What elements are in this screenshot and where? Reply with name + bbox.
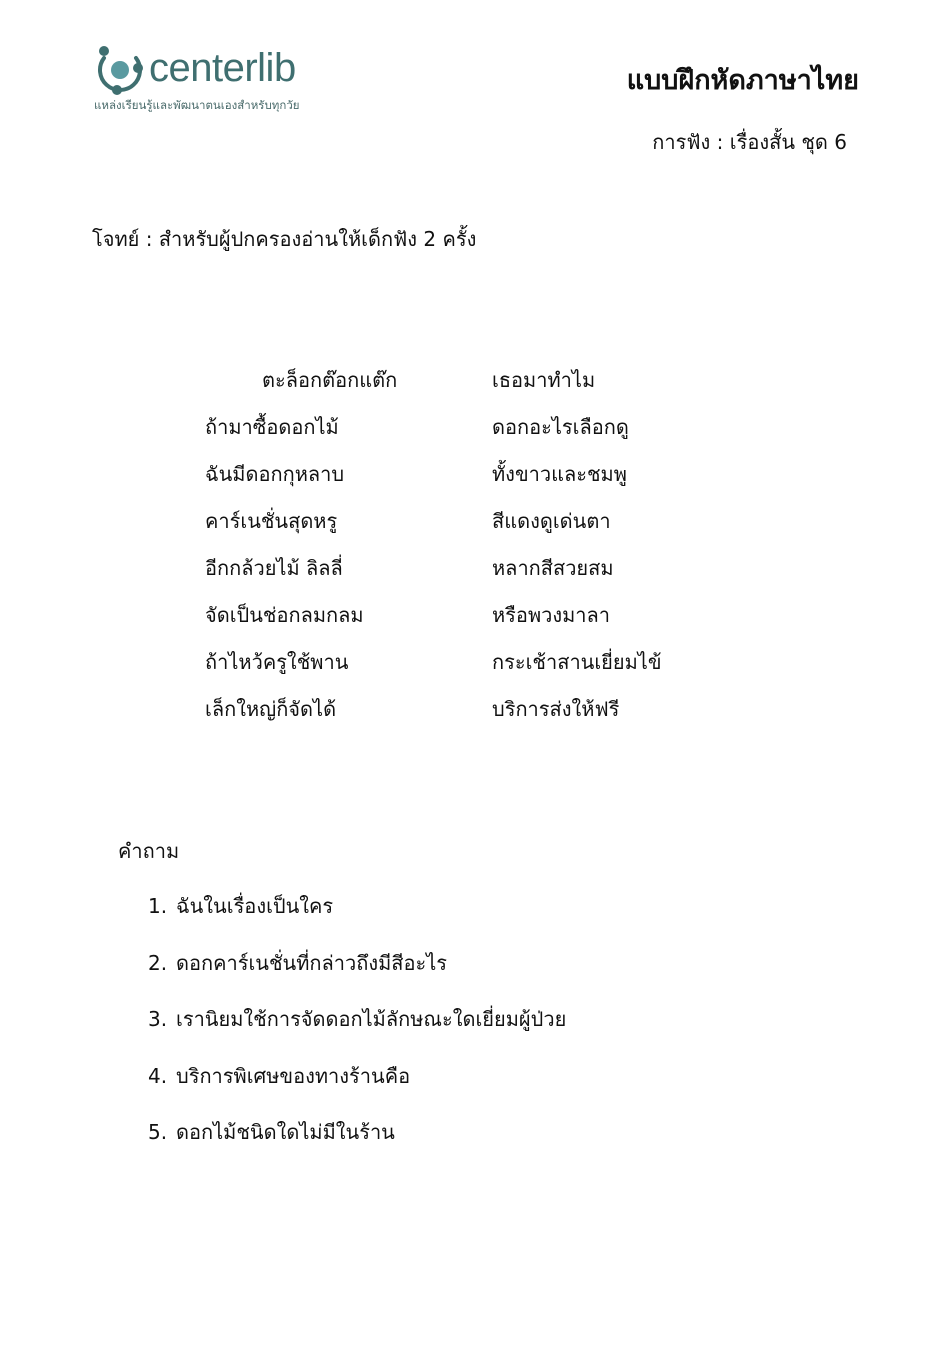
logo [92,42,352,117]
document-subtitle: การฟัง : เรื่องสั้น ชุด 6 [652,130,847,154]
poem-line-left: ตะล็อกต๊อกแต๊ก [262,368,398,392]
question-item [148,890,333,922]
poem-line-left: จัดเป็นช่อกลมกลม [205,603,364,627]
question-number: 3. [148,1007,168,1031]
centerlib-logo-icon [92,42,148,98]
document-title: แบบฝึกหัดภาษาไทย [626,65,859,96]
question-item [148,947,447,979]
question-item [148,1003,566,1035]
question-text: ดอกไม้ชนิดใดไม่มีในร้าน [176,1120,395,1144]
poem-line-right: สีแดงดูเด่นตา [492,509,611,533]
poem-line-left: ถ้าไหว้ครูใช้พาน [205,650,349,674]
poem-line-right: กระเช้าสานเยี่ยมไข้ [492,650,662,674]
poem-line-left: ฉันมีดอกกุหลาบ [205,462,345,486]
question-number: 4. [148,1064,168,1088]
question-text: บริการพิเศษของทางร้านคือ [176,1064,411,1088]
poem-line-left: คาร์เนชั่นสุดหรู [205,509,338,533]
poem-line-left: เล็กใหญ่ก็จัดได้ [205,697,337,721]
poem-line-left: อีกกล้วยไม้ ลิลลี่ [205,556,343,580]
question-number: 5. [148,1120,168,1144]
poem-line-left: ถ้ามาซื้อดอกไม้ [205,415,339,439]
instruction-text: โจทย์ : สำหรับผู้ปกครองอ่านให้เด็กฟัง 2 ครั้ง [92,227,477,251]
poem-line-right: หรือพวงมาลา [492,603,611,627]
logo-tagline: แหล่งเรียนรู้และพัฒนาตนเองสำหรับทุกวัย [94,98,300,112]
question-text: ดอกคาร์เนชั่นที่กล่าวถึงมีสีอะไร [176,951,448,975]
poem-line-right: เธอมาทำไม [492,368,596,392]
question-number: 1. [148,894,168,918]
question-number: 2. [148,951,168,975]
poem-line-right: บริการส่งให้ฟรี [492,697,620,721]
poem-line-right: หลากสีสวยสม [492,556,614,580]
question-item [148,1116,395,1148]
questions-heading: คำถาม [118,839,180,863]
poem-line-right: ทั้งขาวและชมพู [492,462,627,486]
question-item [148,1060,410,1092]
question-text: ฉันในเรื่องเป็นใคร [176,894,334,918]
logo-wordmark: centerlib [149,46,296,90]
poem-line-right: ดอกอะไรเลือกดู [492,415,629,439]
question-text: เรานิยมใช้การจัดดอกไม้ลักษณะใดเยี่ยมผู้ป่วย [176,1007,567,1031]
